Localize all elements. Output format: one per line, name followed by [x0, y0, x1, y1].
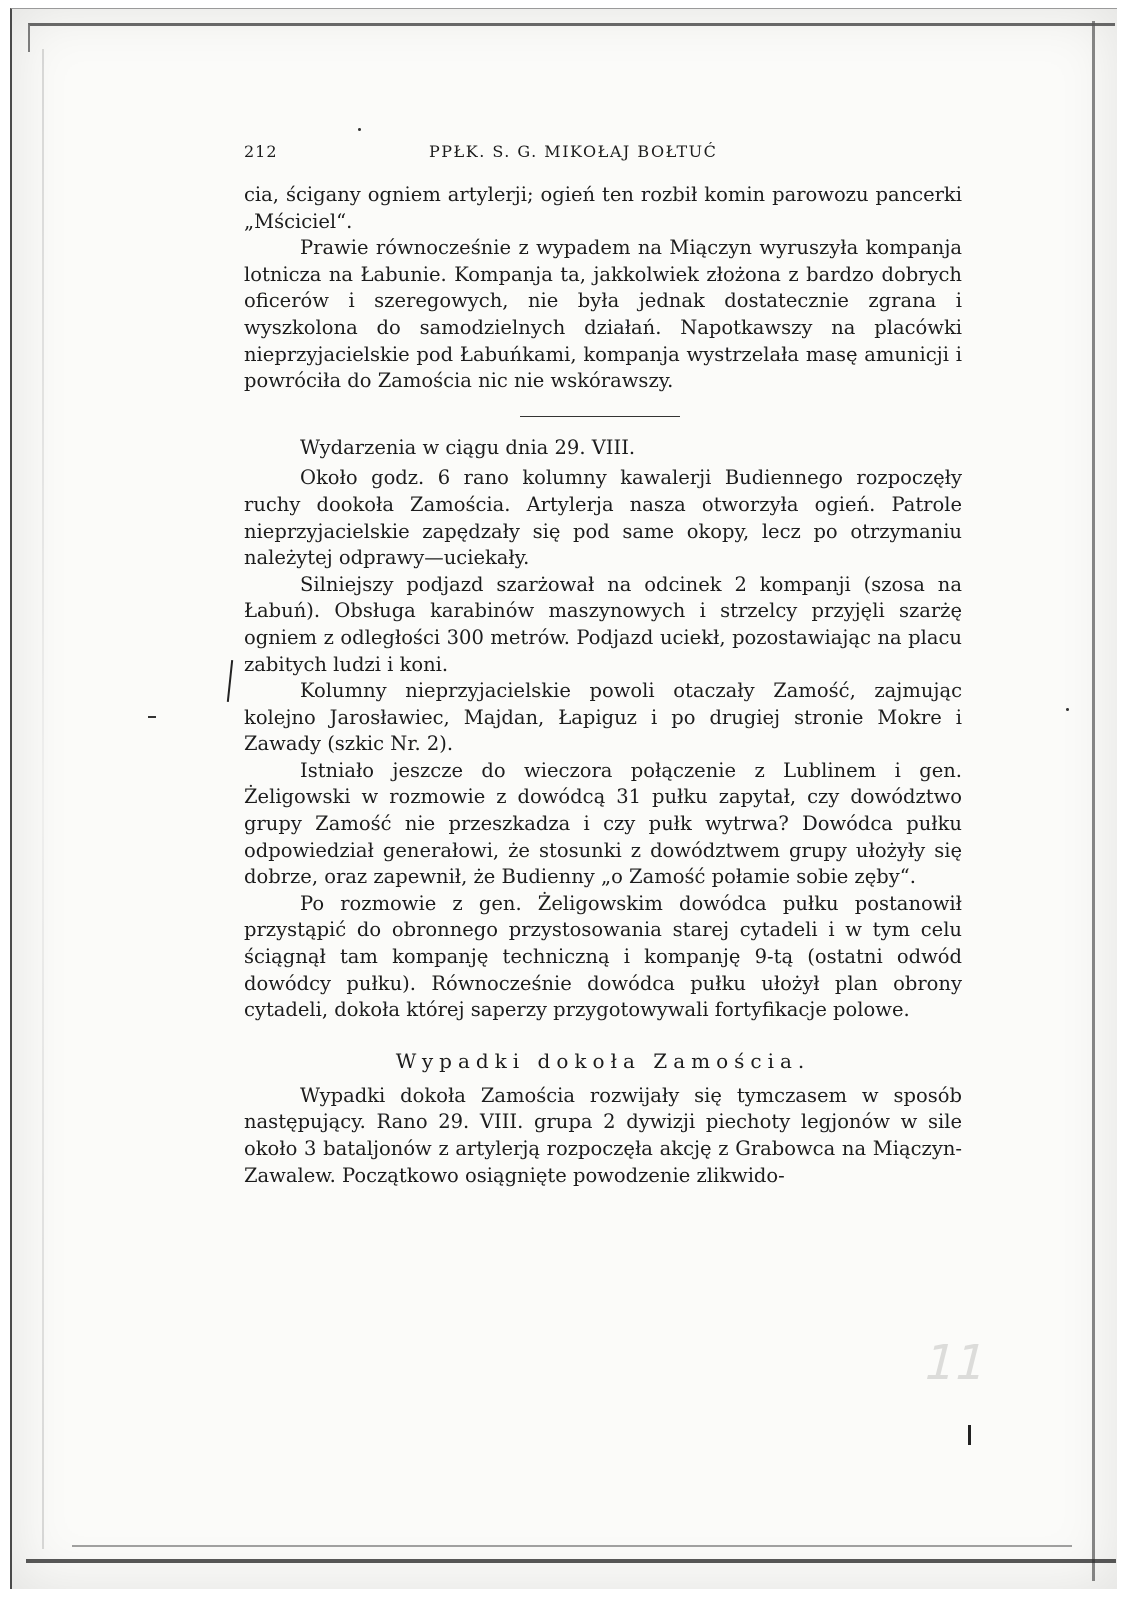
paragraph: Po rozmowie z gen. Żeligowskim dowódca pułku postanowił przystąpić do obronnego przystosowania starej cytadeli i w tym celu ściągnął tam kompanję techniczną i kompanję 9-tą (ostatni odwód dowódcy pułku). Równocześnie dowódca pułku ułożył plan obrony cytadeli, dokoła której saperzy przygotowywali fortyfikacje polowe. [244, 891, 962, 1022]
page-edge-bottom [26, 1531, 1116, 1563]
page-edge-bottom-shadow [72, 1545, 1072, 1547]
paragraph-continuation: cia, ścigany ogniem artylerji; ogień ten rozbił komin parowozu pancerki „Mściciel“. [244, 183, 962, 233]
running-head: PPŁK. S. G. MIKOŁAJ BOŁTUĆ [429, 142, 718, 161]
paragraph: Wypadki dokoła Zamościa rozwijały się tymczasem w sposób następujący. Rano 29. VIII. grupa 2 dywizji piechoty legjonów w sile około 3 bataljonów z artylerją rozpoczęła akcję z Grabowca na Miączyn-Zawalew. Początkowo osiągnięte powodzenie zlikwido- [244, 1083, 962, 1187]
pencil-folio-mark: 11 [918, 1335, 994, 1391]
dust-speck [148, 716, 156, 718]
page-edge-right [1086, 21, 1095, 1581]
page-header [244, 142, 962, 182]
binding-fold [42, 49, 44, 1549]
section-title: Wypadki dokoła Zamościa. [395, 1048, 811, 1073]
paragraph: Istniało jeszcze do wieczora połączenie z Lublinem i gen. Żeligowski w rozmowie z dowódcą 31 pułku zapytał, czy dowództwo grupy Zamość nie przeszkadza i czy pułk wytrwa? Dowódca pułku odpowiedział generałowi, że stosunki z dowództwem grupy ułożyły się dobrze, oraz zapewnił, że Budienny „o Zamość połamie sobie zęby“. [244, 758, 962, 889]
dust-speck [1066, 708, 1069, 711]
dust-speck [358, 128, 361, 131]
paragraph: Silniejszy podjazd szarżował na odcinek 2 kompanji (szosa na Łabuń). Obsługa karabinów maszynowych i strzelcy przyjęli szarżę ogniem z odległości 300 metrów. Podjazd uciekł, pozostawiając na placu zabitych ludzi i koni. [244, 572, 962, 676]
paragraph: Około godz. 6 rano kolumny kawalerji Budiennego rozpoczęły ruchy dookoła Zamościa. Artylerja nasza otworzyła ogień. Patrole nieprzyjacielskie zapędzały się pod same okopy, lecz po otrzymaniu należytej odprawy—uciekały. [244, 466, 962, 570]
text-column [244, 142, 962, 1189]
page-number: 212 [244, 142, 278, 161]
ink-speck [968, 1425, 971, 1445]
section-divider [520, 416, 680, 417]
paragraph: Kolumny nieprzyjacielskie powoli otaczały Zamość, zajmując kolejno Jarosławiec, Majdan, Łapiguz i po drugiej stronie Mokre i Zawady (szkic Nr. 2). [244, 679, 962, 756]
page-edge-top [28, 23, 1115, 52]
paragraph: Prawie równocześnie z wypadem na Miączyn wyruszyła kompanja lotnicza na Łabunie. Kompanja ta, jakkolwiek złożona z bardzo dobrych oficerów i szeregowych, nie była jednak dostatecznie zgrana i wyszkolona do samodzielnych działań. Napotkawszy na placówki nieprzyjacielskie pod Łabuńkami, kompanja wystrzelała masę amunicji i powróciła do Zamościa nic nie wskórawszy. [244, 236, 962, 393]
events-heading: Wydarzenia w ciągu dnia 29. VIII. [300, 435, 636, 459]
